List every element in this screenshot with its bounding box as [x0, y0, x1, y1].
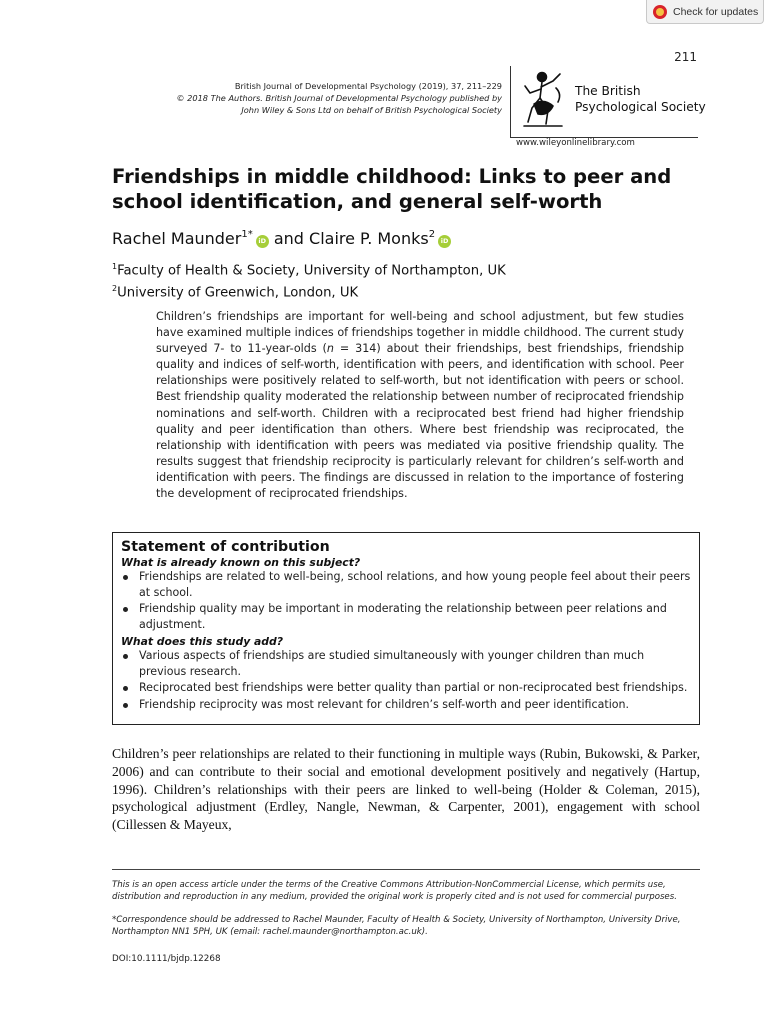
license-footnote: This is an open access article under the terms of the Creative Commons Attribution-NonCommercial License, which permits use, distribution and reproduction in any medium, provided the original work is properly cited and is not used for commercial purposes.	[112, 880, 677, 903]
affiliation-2	[112, 280, 506, 302]
abstract	[156, 309, 684, 502]
affiliation-1-text: Faculty of Health & Society, University of Northampton, UK	[117, 263, 506, 279]
header-divider-vertical	[510, 66, 511, 138]
article-title: Friendships in middle childhood: Links to peer and school identification, and general self-worth	[112, 165, 672, 213]
society-name	[575, 83, 706, 115]
author-2-marker: 2	[428, 228, 436, 240]
author-1-name[interactable]: Rachel Maunder	[112, 229, 242, 248]
doi[interactable]: DOI:10.1111/bjdp.12268	[112, 954, 221, 964]
society-name-line-1: The British	[575, 84, 641, 98]
copyright-line-1: © 2018 The Authors. British Journal of Developmental Psychology published by	[176, 93, 502, 104]
list-item: Friendship quality may be important in moderating the relationship between peer relations and adjustment.	[121, 601, 691, 632]
author-list	[112, 229, 451, 248]
bps-logo-icon	[520, 68, 566, 130]
correspondence-footnote: *Correspondence should be addressed to Rachel Maunder, Faculty of Health & Society, University of Northampton, University Drive, Northampton NN1 5PH, UK (email: rachel.maunder@northampton.ac.uk).	[112, 915, 681, 938]
contribution-title: Statement of contribution	[121, 539, 330, 555]
add-heading: What does this study add?	[121, 635, 283, 648]
page-number: 211	[674, 50, 697, 64]
website-link[interactable]: www.wileyonlinelibrary.com	[516, 138, 635, 148]
copyright-line-2: John Wiley & Sons Ltd on behalf of British Psychological Society	[241, 105, 502, 116]
journal-citation: British Journal of Developmental Psychology (2019), 37, 211–229	[234, 81, 502, 91]
journal-meta	[142, 80, 502, 117]
list-item: Various aspects of friendships are studied simultaneously with younger children than much previous research.	[121, 648, 691, 679]
body-paragraph: Children’s peer relationships are related to their functioning in multiple ways (Rubin, Bukowski, & Parker, 2006) and can contribute to their social and emotional development positively and negatively (Hartup, 1996). Children’s relationships with their peers are linked to well-being (Holder & Coleman, 2015), psychological adjustment (Erdley, Nangle, Newman, & Carpenter, 2001), engagement with school (Cillessen & Mayeux,	[112, 746, 700, 833]
author-2-name[interactable]: and Claire P. Monks	[273, 229, 429, 248]
society-name-line-2: Psychological Society	[575, 100, 706, 114]
crossmark-icon	[653, 5, 667, 19]
list-item: Reciprocated best friendships were better quality than partial or non-reciprocated best friendships.	[121, 680, 691, 696]
statement-of-contribution-box	[112, 532, 700, 725]
abstract-part-2: = 314) about their friendships, best friendships, friendship quality and indices of self-worth, identification with peers, and identification with school. Peer relationships were positively related to self-worth, but not identification with peers or school. Best friendship quality moderated the relationship between number of reciprocated friendship nominations and self-worth. Children with a reciprocated best friend had higher friendship quality and peer identification than others. Where best friendship was reciprocated, the relationship with identification with peers was mediated via positive friendship quality. The results suggest that friendship reciprocity is particularly relevant for children’s self-worth and identification with peers. The findings are discussed in relation to the importance of fostering the development of reciprocated friendships.	[156, 342, 684, 501]
list-item: Friendships are related to well-being, school relations, and how young people feel about their peers at school.	[121, 569, 691, 600]
affiliation-2-text: University of Greenwich, London, UK	[117, 285, 359, 301]
footnote-divider	[112, 869, 700, 870]
check-for-updates-label: Check for updates	[673, 5, 759, 18]
add-list	[121, 648, 691, 712]
known-list	[121, 569, 691, 632]
abstract-n-symbol: n	[326, 342, 334, 356]
author-1-marker: 1*	[241, 228, 253, 240]
abstract-part-1: Children’s friendships are important for well-being and school adjustment, but few studies have examined multiple indices of friendships together in middle childhood. The current study surveyed 7- to 11-year-olds (	[156, 310, 684, 356]
check-for-updates-button[interactable]	[646, 0, 764, 24]
affiliation-2-marker: 2	[112, 284, 118, 294]
list-item: Friendship reciprocity was most relevant for children’s self-worth and peer identification.	[121, 697, 691, 713]
orcid-icon[interactable]: iD	[438, 235, 451, 248]
known-heading: What is already known on this subject?	[121, 556, 361, 569]
affiliations	[112, 258, 506, 303]
affiliation-1	[112, 258, 506, 280]
affiliation-1-marker: 1	[112, 262, 118, 271]
orcid-icon[interactable]: iD	[256, 235, 269, 248]
